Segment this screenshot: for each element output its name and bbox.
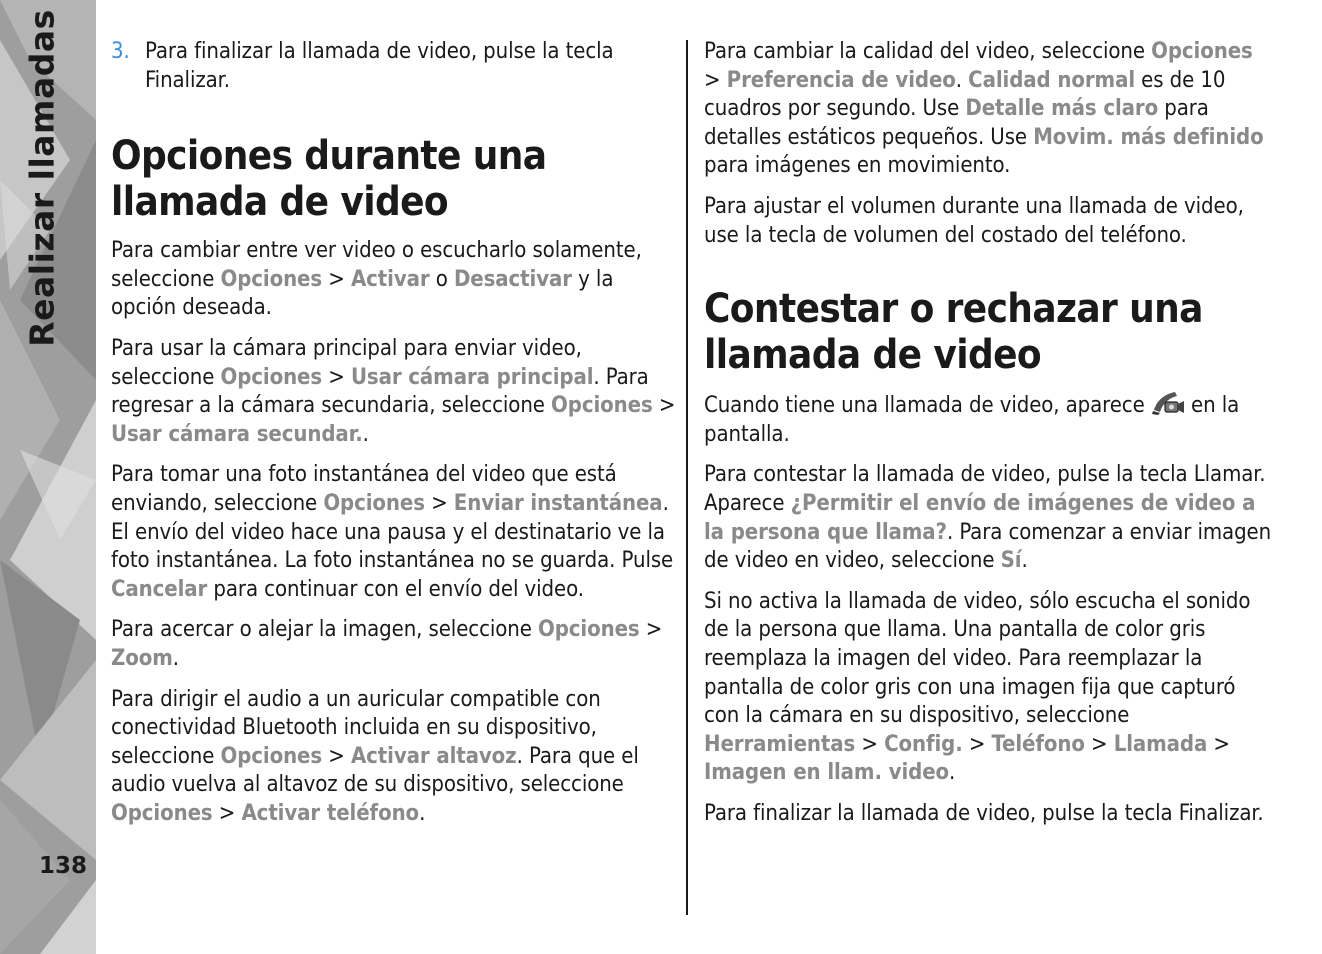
paragraph-incoming-video-call: Cuando tiene una llamada de video, aparece en la pantalla. [704, 390, 1274, 449]
menu-llamada: Llamada [1113, 731, 1208, 757]
paragraph-bluetooth-audio: Para dirigir el audio a un auricular compatible con conectividad Bluetooth incluida en su dispositivo, seleccione Opciones > Activar altavoz. Para que el audio vuelva al altavoz de su dispositivo, seleccione Opciones > Activar teléfono. [111, 686, 639, 826]
paragraph-answer-call: Para contestar la llamada de video, pulse la tecla Llamar. Aparece ¿Permitir el envío de imágenes de video a la persona que llama?. Para comenzar a enviar imagen de video en video, seleccione Sí. [704, 462, 1272, 574]
column-divider [686, 40, 688, 915]
paragraph-video-quality: Para cambiar la calidad del video, seleccione Opciones > Preferencia de video. Calidad normal es de 10 cuadros por segundo. Use Detalle más claro para detalles estáticos pequeños. Use Movim. más definido para imágenes en movimiento. [704, 39, 1264, 179]
right-column [704, 38, 1274, 840]
menu-config: Config. [884, 731, 963, 757]
menu-activar: Activar [350, 266, 430, 292]
menu-opciones: Opciones [551, 393, 653, 419]
menu-calidad-normal: Calidad normal [968, 67, 1135, 93]
menu-usar-camara-secundaria: Usar cámara secundar. [111, 421, 363, 447]
menu-si: Sí [1000, 548, 1022, 574]
step-3 [111, 38, 676, 95]
left-column [111, 38, 676, 840]
menu-usar-camara-principal: Usar cámara principal [350, 364, 594, 390]
menu-opciones: Opciones [323, 490, 425, 516]
step-number: 3. [111, 39, 130, 64]
menu-telefono: Teléfono [991, 731, 1085, 757]
menu-imagen-en-llam-video: Imagen en llam. video [704, 760, 950, 786]
section-title-text: Realizar llamadas [22, 9, 62, 347]
menu-opciones: Opciones [220, 743, 323, 769]
menu-desactivar: Desactivar [453, 266, 572, 292]
menu-opciones: Opciones [220, 364, 323, 390]
menu-movim-mas-definido: Movim. más definido [1033, 124, 1264, 150]
menu-cancelar: Cancelar [111, 576, 208, 602]
paragraph-main-camera: Para usar la cámara principal para enviar video, seleccione Opciones > Usar cámara principal. Para regresar a la cámara secundaria, seleccione Opciones > Usar cámara secundar.. [111, 335, 676, 447]
heading-video-call-options: Opciones durante una llamada de video [111, 133, 547, 226]
menu-zoom: Zoom [111, 645, 173, 671]
paragraph-toggle-video: Para cambiar entre ver video o escucharlo solamente, seleccione Opciones > Activar o Desactivar y la opción deseada. [111, 238, 642, 321]
heading-answer-reject: Contestar o rechazar una llamada de video [704, 286, 1203, 379]
paragraph-gray-screen: Si no activa la llamada de video, sólo escucha el sonido de la persona que llama. Una pantalla de color gris reemplaza la imagen del video. Para reemplazar la pantalla de color gris con una imagen fija que capturó con la cámara en su dispositivo, seleccione Herramientas > Config. > Teléfono > Llamada > Imagen en llam. video. [704, 588, 1251, 786]
menu-activar-altavoz: Activar altavoz [350, 743, 517, 769]
prompt-allow-video: ¿Permitir el envío de imágenes de video a la persona que llama? [704, 490, 1256, 545]
paragraph-end-call: Para finalizar la llamada de video, pulse la tecla Finalizar. [704, 800, 1264, 826]
menu-activar-telefono: Activar teléfono [241, 800, 420, 826]
menu-detalle-mas-claro: Detalle más claro [965, 96, 1159, 122]
menu-herramientas: Herramientas [704, 731, 856, 757]
paragraph-snapshot: Para tomar una foto instantánea del video que está enviando, seleccione Opciones > Enviar instantánea. El envío del video hace una pausa y el destinatario ve la foto instantánea. La foto instantánea no se guarda. Pulse Cancelar para continuar con el envío del video. [111, 462, 674, 602]
paragraph-zoom: Para acercar o alejar la imagen, seleccione Opciones > Zoom. [111, 617, 663, 671]
menu-opciones: Opciones [537, 617, 640, 643]
menu-enviar-instantanea: Enviar instantánea [453, 490, 663, 516]
paragraph-volume: Para ajustar el volumen durante una llamada de video, use la tecla de volumen del costado del teléfono. [704, 193, 1244, 248]
step-text: Para finalizar la llamada de video, pulse la tecla Finalizar. [145, 39, 614, 93]
menu-opciones: Opciones [1151, 39, 1253, 64]
menu-opciones: Opciones [220, 266, 323, 292]
menu-opciones: Opciones [111, 800, 213, 826]
video-call-icon [1151, 390, 1185, 416]
page-number: 138 [39, 853, 88, 879]
sidebar [0, 0, 96, 954]
menu-preferencia-de-video: Preferencia de video [726, 67, 956, 93]
